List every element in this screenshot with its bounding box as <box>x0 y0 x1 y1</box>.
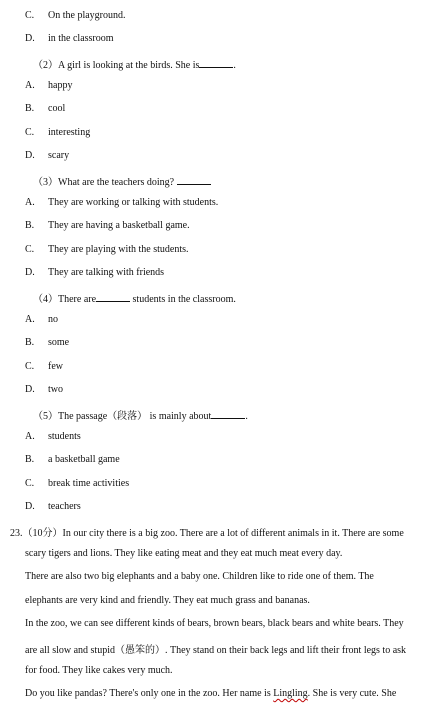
option-text: no <box>48 314 58 325</box>
passage-line-3: There are also two big elephants and a baby one. Children like to ride one of them. The <box>25 571 374 582</box>
option-text: They are working or talking with students. <box>48 197 219 208</box>
option-letter: D. <box>25 501 35 512</box>
question-3-stem <box>33 173 211 188</box>
stem-text: （2）A girl is looking at the birds. She is <box>33 60 200 71</box>
option-letter: A. <box>25 80 35 91</box>
option-letter: C. <box>25 478 35 489</box>
question-5-stem <box>33 407 248 422</box>
option-letter: A. <box>25 197 35 208</box>
option-letter: D. <box>25 150 35 161</box>
stem-text: （3）What are the teachers doing? <box>33 177 175 188</box>
option-letter: D. <box>25 384 35 395</box>
option-text: students <box>48 431 81 442</box>
option-letter: C. <box>25 127 35 138</box>
option-text: two <box>48 384 63 395</box>
option-letter: B. <box>25 103 35 114</box>
passage-line-6: are all slow and stupid（愚笨的）. They stand on their back legs and lift their front legs to ask <box>25 645 407 656</box>
answer-blank <box>177 175 211 185</box>
option-text: On the playground. <box>48 10 126 21</box>
stem-end: . <box>233 60 236 71</box>
option-letter: B. <box>25 220 35 231</box>
answer-blank <box>211 409 245 419</box>
option-text: scary <box>48 150 70 161</box>
option-letter: C. <box>25 361 35 372</box>
stem-end: students in the classroom. <box>132 294 236 305</box>
option-letter: B. <box>25 454 35 465</box>
stem-text: （4）There are <box>33 294 97 305</box>
passage-text: Do you like pandas? There's only one in the zoo. Her name is <box>25 688 274 699</box>
stem-text: （5）The passage（段落） is mainly about <box>33 411 212 422</box>
option-letter: C. <box>25 10 35 21</box>
passage-text: . She is very cute. She <box>307 688 397 699</box>
option-letter: A. <box>25 314 35 325</box>
answer-blank <box>96 292 130 302</box>
stem-end: . <box>245 411 248 422</box>
passage-line-2: scary tigers and lions. They like eating meat and they eat much meat every day. <box>25 548 343 559</box>
passage-line-1: 23.（10分）In our city there is a big zoo. There are a lot of different animals in it. There are some <box>10 528 404 539</box>
passage-line-4: elephants are very kind and friendly. They eat much grass and bananas. <box>25 595 310 606</box>
question-2-stem <box>33 56 236 71</box>
option-text: interesting <box>48 127 91 138</box>
option-text: some <box>48 337 70 348</box>
passage-line-5: In the zoo, we can see different kinds of bears, brown bears, black bears and white bears. They <box>25 618 404 629</box>
option-text: cool <box>48 103 66 114</box>
option-text: teachers <box>48 501 81 512</box>
passage-line-8 <box>25 688 396 699</box>
option-letter: D. <box>25 267 35 278</box>
option-letter: A. <box>25 431 35 442</box>
spellcheck-word: Lingling <box>273 688 308 699</box>
option-letter: D. <box>25 33 35 44</box>
option-text: break time activities <box>48 478 130 489</box>
option-text: They are playing with the students. <box>48 244 189 255</box>
answer-blank <box>199 58 233 68</box>
option-text: They are talking with friends <box>48 267 165 278</box>
option-text: happy <box>48 80 73 91</box>
passage-line-7: for food. They like cakes very much. <box>25 665 173 676</box>
option-letter: C. <box>25 244 35 255</box>
option-text: They are having a basketball game. <box>48 220 190 231</box>
option-letter: B. <box>25 337 35 348</box>
option-text: few <box>48 361 63 372</box>
option-text: in the classroom <box>48 33 114 44</box>
option-text: a basketball game <box>48 454 120 465</box>
question-4-stem <box>33 290 236 305</box>
